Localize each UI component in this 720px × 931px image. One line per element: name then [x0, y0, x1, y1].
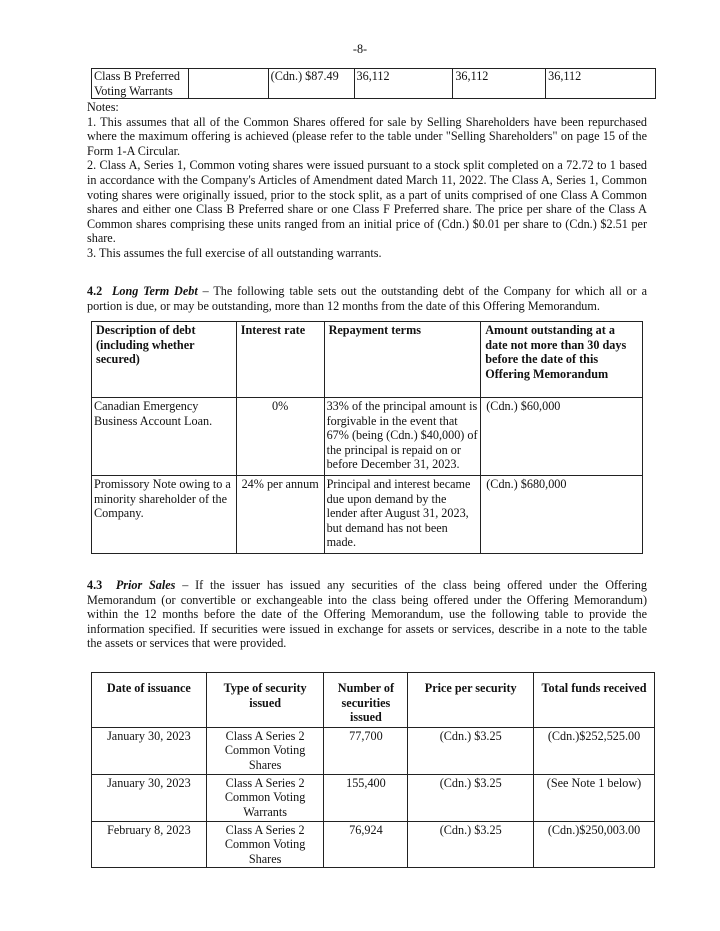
column-header: Description of debt (including whether secured) [92, 322, 237, 398]
note-item: 3. This assumes the full exercise of all outstanding warrants. [87, 245, 382, 260]
column-header: Date of issuance [92, 673, 207, 728]
table-cell: 77,700 [324, 727, 408, 774]
table-row [92, 69, 656, 99]
table-cell: 76,924 [324, 821, 408, 868]
prior-sales-table [91, 672, 655, 868]
section-text: – If the issuer has issued any securities of the class being offered under the Offering Memorandum (or convertible or exchangeable into the class being offered under the Offering Memorandum) within the 12 months before the date of the Offering Memorandum, use the following table to provide the information specified. If securities were issued in exchange for assets or services, describe in a note to the table the assets or services that were provided. [87, 578, 647, 651]
column-header: Total funds received [534, 673, 655, 728]
table-cell: (Cdn.) $3.25 [408, 727, 534, 774]
table-cell: February 8, 2023 [92, 821, 207, 868]
table-row [92, 727, 655, 774]
table-cell: Promissory Note owing to a minority shareholder of the Company. [92, 476, 237, 554]
table-row [92, 821, 655, 868]
column-header: Number of securities issued [324, 673, 408, 728]
section-title: Prior Sales [115, 578, 176, 592]
note-item: 2. Class A, Series 1, Common voting shares were issued pursuant to a stock split completed on a 72.72 to 1 based in accordance with the Company's Articles of Amendment dated March 11, 2022. The Class A, Series 1, Common voting shares were originally issued, prior to the stock split, as a part of units comprised of one Class A Common shares and either one Class B Preferred share or one Class F Preferred share. The price per share of the Class A Common shares comprising these units ranged from an initial price of (Cdn.) $0.01 per share to (Cdn.) $2.51 per share. [87, 158, 647, 246]
securities-continuation-table [91, 68, 656, 99]
table-cell: (Cdn.)$250,003.00 [534, 821, 655, 868]
table-cell: 36,112 [354, 69, 453, 99]
table-cell [188, 69, 268, 99]
table-cell: 0% [236, 398, 324, 476]
table-row [92, 476, 643, 554]
table-cell: (Cdn.) $87.49 [268, 69, 354, 99]
column-header: Type of security issued [206, 673, 324, 728]
section-number: 4.3 [87, 578, 103, 592]
notes-heading: Notes: [87, 100, 119, 114]
table-row [92, 774, 655, 821]
table-cell: Class A Series 2 Common Voting Shares [206, 821, 324, 868]
column-header: Interest rate [236, 322, 324, 398]
table-cell: Class A Series 2 Common Voting Warrants [206, 774, 324, 821]
column-header: Amount outstanding at a date not more than 30 days before the date of this Offering Memorandum [481, 322, 643, 398]
table-cell: Class B Preferred Voting Warrants [92, 69, 189, 99]
table-cell: (Cdn.) $3.25 [408, 774, 534, 821]
section-text: – The following table sets out the outstanding debt of the Company for which all or a portion is due, or may be outstanding, more than 12 months from the date of this Offering Memorandum. [87, 284, 647, 313]
notes-block [87, 100, 647, 261]
table-cell: 36,112 [546, 69, 656, 99]
table-row [92, 398, 643, 476]
table-header-row [92, 322, 643, 398]
table-cell: January 30, 2023 [92, 727, 207, 774]
table-cell: (Cdn.) $3.25 [408, 821, 534, 868]
section-prior-sales [87, 578, 647, 651]
table-cell: Class A Series 2 Common Voting Shares [206, 727, 324, 774]
table-cell: Canadian Emergency Business Account Loan. [92, 398, 237, 476]
long-term-debt-table [91, 321, 643, 554]
table-cell: Principal and interest became due upon demand by the lender after August 31, 2023, but demand has not been made. [324, 476, 481, 554]
table-cell: (Cdn.)$252,525.00 [534, 727, 655, 774]
column-header: Repayment terms [324, 322, 481, 398]
note-item: 1. This assumes that all of the Common Shares offered for sale by Selling Shareholders have been repurchased where the maximum offering is achieved (please refer to the table under "Selling Shareholders" on page 15 of the Form 1-A Circular. [87, 114, 647, 158]
table-cell: (See Note 1 below) [534, 774, 655, 821]
table-cell: 155,400 [324, 774, 408, 821]
table-cell: 24% per annum [236, 476, 324, 554]
section-title: Long Term Debt [111, 284, 198, 298]
table-cell: 33% of the principal amount is forgivable in the event that 67% (being (Cdn.) $40,000) of the principal is repaid on or before December 31, 2023. [324, 398, 481, 476]
column-header: Price per security [408, 673, 534, 728]
table-cell: January 30, 2023 [92, 774, 207, 821]
table-cell: (Cdn.) $680,000 [481, 476, 643, 554]
section-long-term-debt [87, 284, 647, 313]
section-number: 4.2 [87, 284, 103, 298]
table-cell: (Cdn.) $60,000 [481, 398, 643, 476]
table-cell: 36,112 [453, 69, 546, 99]
table-header-row [92, 673, 655, 728]
page-number: -8- [352, 42, 368, 56]
